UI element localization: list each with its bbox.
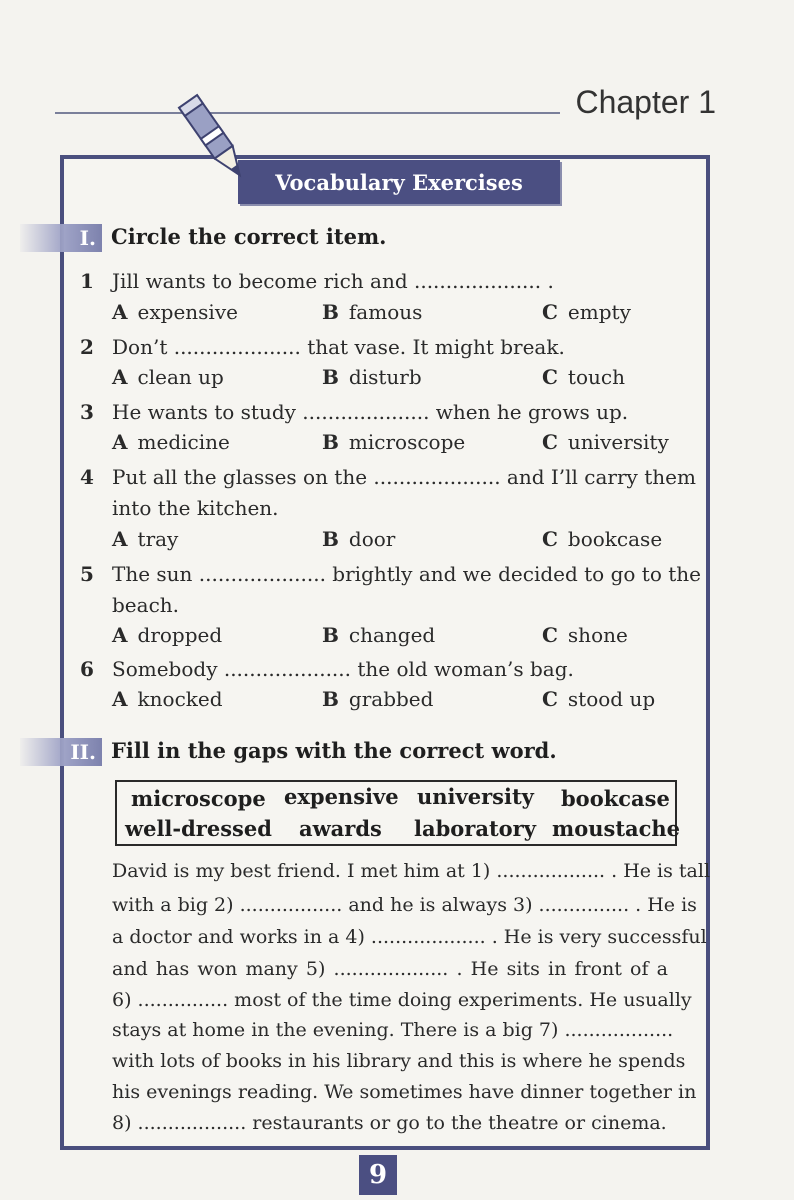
question-number: 1: [80, 269, 94, 293]
options-4: [112, 527, 682, 557]
options-6: [112, 687, 682, 717]
options-5: [112, 623, 682, 653]
paragraph-line: a doctor and works in a 4) ................... . He is very successful: [112, 926, 707, 948]
chapter-title: Chapter 1: [575, 84, 716, 120]
option-b[interactable]: B microscope: [322, 430, 466, 454]
option-a[interactable]: A clean up: [112, 365, 224, 389]
option-a[interactable]: A medicine: [112, 430, 230, 454]
question-5-continued: beach.: [112, 593, 180, 617]
word-item: moustache: [552, 816, 681, 841]
paragraph-line: his evenings reading. We sometimes have dinner together in: [112, 1081, 697, 1103]
option-a[interactable]: A tray: [112, 527, 179, 551]
question-3: [80, 397, 680, 427]
header-rule: [55, 112, 560, 114]
option-b[interactable]: B disturb: [322, 365, 422, 389]
page-number: 9: [359, 1155, 397, 1195]
option-c[interactable]: C university: [542, 430, 669, 454]
option-c[interactable]: C bookcase: [542, 527, 663, 551]
section-1-tab: [20, 224, 102, 252]
question-text: Don’t .................... that vase. It might break.: [112, 335, 565, 359]
question-text: The sun .................... brightly and we decided to go to the: [112, 562, 701, 586]
option-b[interactable]: B changed: [322, 623, 436, 647]
word-item: laboratory: [414, 816, 536, 841]
paragraph-line: with lots of books in his library and this is where he spends: [112, 1050, 686, 1072]
word-item: well-dressed: [125, 816, 272, 841]
question-number: 6: [80, 657, 94, 681]
question-4: [80, 462, 696, 492]
paragraph-line: 6) ............... most of the time doing experiments. He usually: [112, 989, 692, 1011]
word-box: [115, 780, 681, 846]
paragraph-line: with a big 2) ................. and he is always 3) ............... . He is: [112, 894, 697, 916]
question-2: [80, 332, 680, 362]
question-1: [80, 266, 680, 296]
word-item: awards: [299, 816, 382, 841]
section-2-number: II.: [70, 740, 96, 764]
word-item: expensive: [284, 784, 399, 809]
word-item: bookcase: [561, 786, 670, 811]
option-b[interactable]: B famous: [322, 300, 423, 324]
options-2: [112, 365, 682, 395]
question-number: 4: [80, 465, 94, 489]
option-c[interactable]: C empty: [542, 300, 631, 324]
question-4-continued: into the kitchen.: [112, 496, 279, 520]
word-item: microscope: [131, 786, 266, 811]
paragraph-line: 8) .................. restaurants or go to the theatre or cinema.: [112, 1112, 667, 1134]
section-1-title: Circle the correct item.: [111, 224, 387, 249]
option-c[interactable]: C stood up: [542, 687, 656, 711]
paragraph-line: and has won many 5) ................... . He sits in front of a: [112, 958, 668, 980]
question-number: 3: [80, 400, 94, 424]
section-2-title: Fill in the gaps with the correct word.: [111, 738, 557, 763]
option-c[interactable]: C touch: [542, 365, 625, 389]
question-text: He wants to study .................... when he grows up.: [112, 400, 629, 424]
option-a[interactable]: A expensive: [112, 300, 238, 324]
question-number: 5: [80, 562, 94, 586]
paragraph-line: David is my best friend. I met him at 1) .................. . He is tall: [112, 860, 711, 882]
question-text: Somebody .................... the old woman’s bag.: [112, 657, 574, 681]
options-1: [112, 300, 682, 330]
option-a[interactable]: A dropped: [112, 623, 223, 647]
section-2-tab: [20, 738, 102, 766]
options-3: [112, 430, 682, 460]
paragraph-line: stays at home in the evening. There is a big 7) ..................: [112, 1019, 674, 1041]
question-text: Jill wants to become rich and .................... .: [112, 269, 554, 293]
option-b[interactable]: B door: [322, 527, 396, 551]
pencil-icon: [172, 86, 262, 196]
section-1-number: I.: [79, 226, 96, 250]
word-item: university: [417, 784, 534, 809]
option-a[interactable]: A knocked: [112, 687, 223, 711]
option-c[interactable]: C shone: [542, 623, 628, 647]
option-b[interactable]: B grabbed: [322, 687, 434, 711]
question-6: [80, 654, 680, 684]
question-text: Put all the glasses on the .................... and I’ll carry them: [112, 465, 696, 489]
banner-title: Vocabulary Exercises: [275, 169, 523, 195]
question-number: 2: [80, 335, 94, 359]
section-banner: [238, 160, 560, 204]
question-5: [80, 559, 701, 589]
